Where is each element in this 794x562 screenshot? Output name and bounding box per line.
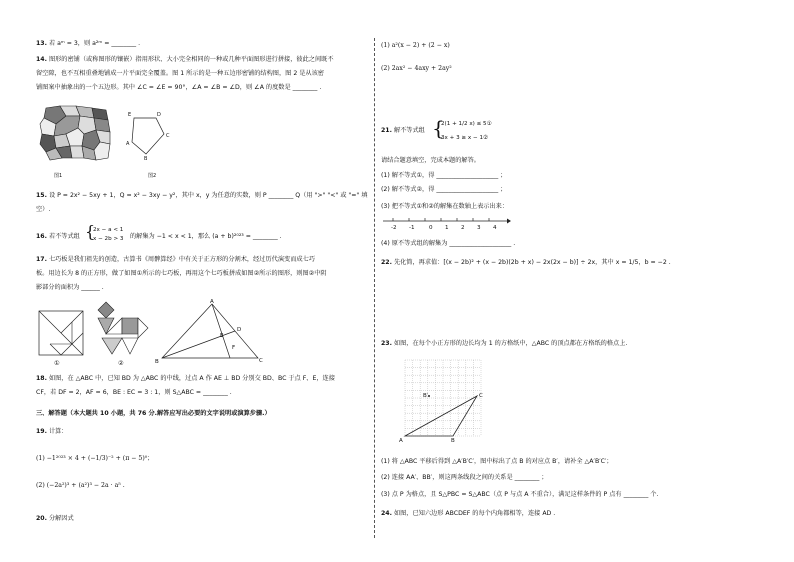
grid-point-label: B: [451, 438, 455, 444]
question-text: 若 aᵐ = 3，则 a²ᵐ = ________ .: [48, 40, 141, 47]
sub-question: (3) 点 P 为格点，且 S△PBC = S△ABC（点 P 与点 A 不重合），满足这样条件的 P 点有 ________ 个.: [381, 491, 659, 498]
question-text-line: 留空隙，也不互相重叠地铺成一片平面完全覆盖。图 1 所示的是一种五边形密铺的结构图，图 2 是从该密: [36, 70, 324, 77]
brace-symbol: {: [85, 222, 96, 241]
axis-tick-label: 2: [461, 225, 465, 231]
question-number: 18.: [36, 375, 47, 382]
sub-question: (2) 2ax² − 4axy + 2ay²: [381, 65, 452, 72]
vertex-label: D: [237, 327, 242, 333]
question-text-line: 板。用边长为 8 的正方形，做了如图①所示的七巧板，再用这个七巧板拼成如图②所示的图形，则图②中阴: [36, 270, 327, 277]
grid-point-label: B′: [423, 393, 429, 399]
grid-point-label: A: [399, 438, 403, 444]
inequality-line: x − 2b > 3: [93, 236, 124, 242]
question-number: 21.: [381, 127, 392, 134]
inequality-line: 2x − a < 1: [93, 227, 124, 233]
tangram-shape-figure: [92, 300, 152, 358]
question-text: 的解集为 −1 < x < 1，那么 (a + b)²⁰²³ = ________ .: [130, 233, 282, 240]
section-heading: 三、解答题（本大题共 10 小题，共 76 分.解答应写出必要的文字说明或演算步骤.）: [36, 410, 271, 417]
figure-label: ①: [54, 360, 60, 367]
question-text: 分解因式: [48, 515, 74, 522]
question-22: [381, 259, 671, 267]
vertex-label: C: [259, 358, 263, 364]
vertex-label: B: [144, 156, 148, 162]
tangram-square-figure: [38, 310, 84, 356]
question-text-line: 铺图案中抽象出的一个五边形。其中 ∠C = ∠E = 90°，∠A = ∠B = ∠D，则 ∠A 的度数是 ________ .: [36, 84, 322, 91]
sub-question: (2) 连接 AA′、BB′，则这两条线段之间的关系是 ________ ；: [381, 474, 548, 481]
question-text: 如图，已知六边形 ABCDEF 的每个内角都相等，连接 AD .: [393, 510, 556, 517]
axis-tick-label: 1: [445, 225, 449, 231]
question-number: 19.: [36, 428, 47, 435]
inequality-line: 2(1 + 1/2 x) ≤ 5①: [441, 121, 492, 127]
axis-tick-label: 0: [429, 225, 433, 231]
axis-tick-label: 3: [477, 225, 481, 231]
question-number: 16.: [36, 233, 47, 240]
question-text: 先化简，再求值：[(x − 2b)² + (x − 2b)(2b + x) − 2x(2x − b)] ÷ 2x，其中 x = 1/5，b = −2 .: [393, 259, 671, 266]
question-text: 若不等式组: [48, 233, 80, 240]
grid-figure: [401, 356, 485, 440]
question-text-line: 图形的密铺（或称图形的镶嵌）指用形状、大小完全相同的一种或几种平面图形进行拼接，彼此之间既不: [48, 56, 334, 63]
question-number: 24.: [381, 510, 392, 517]
question-number: 13.: [36, 40, 47, 47]
question-text-line: 影部分的面积为 ______ .: [36, 284, 104, 291]
axis-tick-label: -2: [391, 225, 397, 231]
vertex-label: E: [128, 112, 132, 118]
vertex-label: B: [155, 359, 159, 365]
question-number: 23.: [381, 340, 392, 347]
question-text-line: 七巧板是我们祖先的创造，古算书《周髀算经》中有关于正方形的分割术，经过历代演变而成七巧: [48, 256, 315, 263]
question-text: 解不等式组: [393, 127, 425, 134]
axis-tick-label: -1: [409, 225, 415, 231]
question-text-line: 空）.: [36, 206, 51, 213]
grid-point-label: C: [479, 393, 483, 399]
question-13: [36, 40, 140, 48]
figure-caption: 图2: [148, 173, 157, 179]
question-text-line: CF，若 DF = 2，AF = 6，BE : EC = 3 : 1，则 S△ABC = ________ .: [36, 389, 232, 396]
column-divider: [374, 38, 375, 538]
figure-caption: 图1: [54, 173, 63, 179]
question-24: [381, 510, 555, 518]
fill-step: (1) 解不等式①，得 ____________________ ；: [381, 172, 507, 179]
question-number: 15.: [36, 192, 47, 199]
fill-step: (4) 原不等式组的解集为 ____________________ .: [381, 240, 516, 247]
left-column: [36, 0, 368, 562]
question-number: 14.: [36, 56, 47, 63]
fill-step: (3) 把不等式①和②的解集在数轴上表示出来：: [381, 203, 509, 210]
vertex-label: A: [126, 141, 130, 147]
vertex-label: C: [166, 133, 170, 139]
question-number: 20.: [36, 515, 47, 522]
axis-tick-label: 4: [493, 225, 497, 231]
question-text: 如图，在每个小正方形的边长均为 1 的方格纸中，△ABC 的顶点都在方格纸的格点上.: [393, 340, 628, 347]
question-text: 计算：: [48, 428, 68, 435]
inequality-line: 3x + 3 ≥ x − 1②: [441, 135, 489, 141]
question-number: 17.: [36, 256, 47, 263]
sub-question: (1) a²(x − 2) + (2 − x): [381, 42, 450, 49]
brace-symbol: {: [432, 116, 445, 140]
sub-question: (1) −1²⁰²³ × 4 + (−1/3)⁻² + (π − 5)⁰；: [36, 455, 154, 462]
vertex-label: E: [220, 333, 224, 339]
question-text-line: 如图，在 △ABC 中，已知 BD 为 △ABC 的中线，过点 A 作 AE ⊥ BD 分别交 BD、BC 于点 F、E，连接: [48, 375, 335, 382]
pentagon-tessellation-figure: [36, 104, 116, 162]
figure-label: ②: [118, 360, 124, 367]
triangle-abc-figure: [160, 300, 260, 362]
vertex-label: D: [157, 112, 161, 118]
question-text-line: 设 P = 2x² − 5xy + 1，Q = x² − 3xy − y²，其中 x，y 为任意的实数，则 P ________ Q（用 ">" "<" 或 "=" 填: [48, 192, 368, 199]
right-column: [381, 0, 766, 562]
vertex-label: A: [210, 299, 214, 305]
vertex-label: F: [232, 345, 236, 351]
fill-step: (2) 解不等式②，得 ____________________ ；: [381, 186, 507, 193]
sub-question: (2) (−2a²)³ + (a²)³ − 2a · a⁵ .: [36, 482, 125, 489]
sub-question: (1) 将 △ABC 平移后得到 △A′B′C′，图中标出了点 B 的对应点 B′，请补全 △A′B′C′；: [381, 458, 613, 465]
instruction-text: 请结合题意填空，完成本题的解答。: [381, 157, 480, 164]
question-20: [36, 515, 74, 523]
question-number: 22.: [381, 259, 392, 266]
